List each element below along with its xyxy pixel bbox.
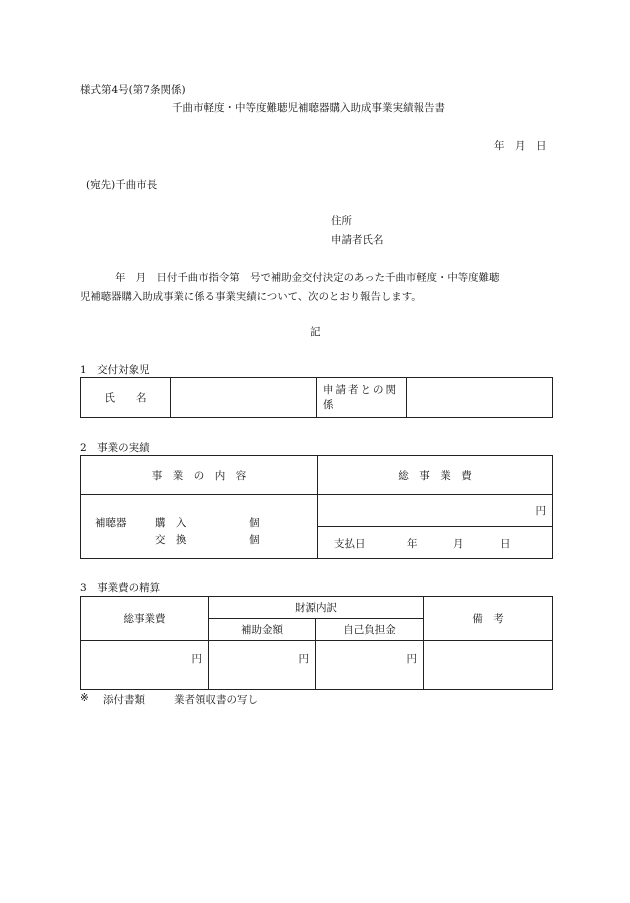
total-label-cell xyxy=(81,597,209,641)
date-line: 年 月 日 xyxy=(494,140,547,152)
total-header-cell xyxy=(318,456,553,495)
breakdown-label-cell xyxy=(209,597,424,619)
payment-month: 月 xyxy=(453,538,464,550)
section1-heading: 1 交付対象児 xyxy=(80,364,150,376)
purchase-label: 購 入 xyxy=(155,517,187,529)
exchange-label: 交 換 xyxy=(155,534,187,546)
relation-label-cell xyxy=(317,378,407,418)
total-label: 総事業費 xyxy=(123,613,166,625)
self-pay-label: 自己負担金 xyxy=(343,624,396,636)
remarks-value-cell[interactable] xyxy=(424,641,553,690)
relation-value-cell[interactable] xyxy=(407,378,553,418)
results-table xyxy=(80,455,553,559)
remarks-label: 備 考 xyxy=(472,613,504,625)
subsidy-value-cell[interactable] xyxy=(209,641,316,690)
self-pay-yen: 円 xyxy=(406,653,417,665)
remarks-label-cell xyxy=(424,597,553,641)
payment-date-cell[interactable] xyxy=(318,527,553,559)
name-value-cell[interactable] xyxy=(171,378,317,418)
total-cost-cell[interactable] xyxy=(318,495,553,527)
payment-day: 日 xyxy=(500,538,511,550)
recipient-table xyxy=(80,377,553,418)
content-header-cell xyxy=(81,456,318,495)
ki-label: 記 xyxy=(310,326,321,338)
subsidy-yen: 円 xyxy=(298,653,309,665)
self-pay-value-cell[interactable] xyxy=(316,641,424,690)
form-number: 様式第4号(第7条関係) xyxy=(80,84,186,96)
breakdown-label: 財源内訳 xyxy=(295,602,337,614)
name-label: 氏 名 xyxy=(104,392,147,404)
purchase-unit: 個 xyxy=(249,517,260,529)
content-cell xyxy=(81,495,318,559)
section2-heading: 2 事業の実績 xyxy=(80,442,150,454)
content-header: 事 業 の 内 容 xyxy=(151,469,247,482)
relation-label: 申請者との関係 xyxy=(323,383,398,411)
device-label: 補聴器 xyxy=(95,517,127,529)
note-mark: ※ xyxy=(80,692,89,704)
applicant-name-label: 申請者氏名 xyxy=(331,234,384,246)
subsidy-label-cell xyxy=(209,619,316,641)
note-label: 添付書類 xyxy=(103,694,145,706)
total-yen: 円 xyxy=(191,653,202,665)
section3-heading: 3 事業費の精算 xyxy=(80,582,161,594)
body-line-2: 児補聴器購入助成事業に係る事業実績について、次のとおり報告します。 xyxy=(80,291,422,303)
exchange-unit: 個 xyxy=(249,534,260,546)
payment-label: 支払日 xyxy=(334,538,366,550)
address-label: 住所 xyxy=(331,215,352,227)
self-pay-label-cell xyxy=(316,619,424,641)
total-header: 総 事 業 費 xyxy=(398,469,472,482)
page-title: 千曲市軽度・中等度難聴児補聴器購入助成事業実績報告書 xyxy=(172,102,445,114)
total-value-cell[interactable] xyxy=(81,641,209,690)
settlement-table xyxy=(80,596,553,690)
body-line-1: 年 月 日付千曲市指令第 号で補助金交付決定のあった千曲市軽度・中等度難聴 xyxy=(115,272,500,284)
subsidy-label: 補助金額 xyxy=(241,624,283,636)
payment-year: 年 xyxy=(407,538,418,550)
note-text: 業者領収書の写し xyxy=(174,694,258,706)
addressee: (宛先)千曲市長 xyxy=(86,179,158,191)
yen-unit: 円 xyxy=(535,505,546,517)
name-label-cell xyxy=(81,378,171,418)
